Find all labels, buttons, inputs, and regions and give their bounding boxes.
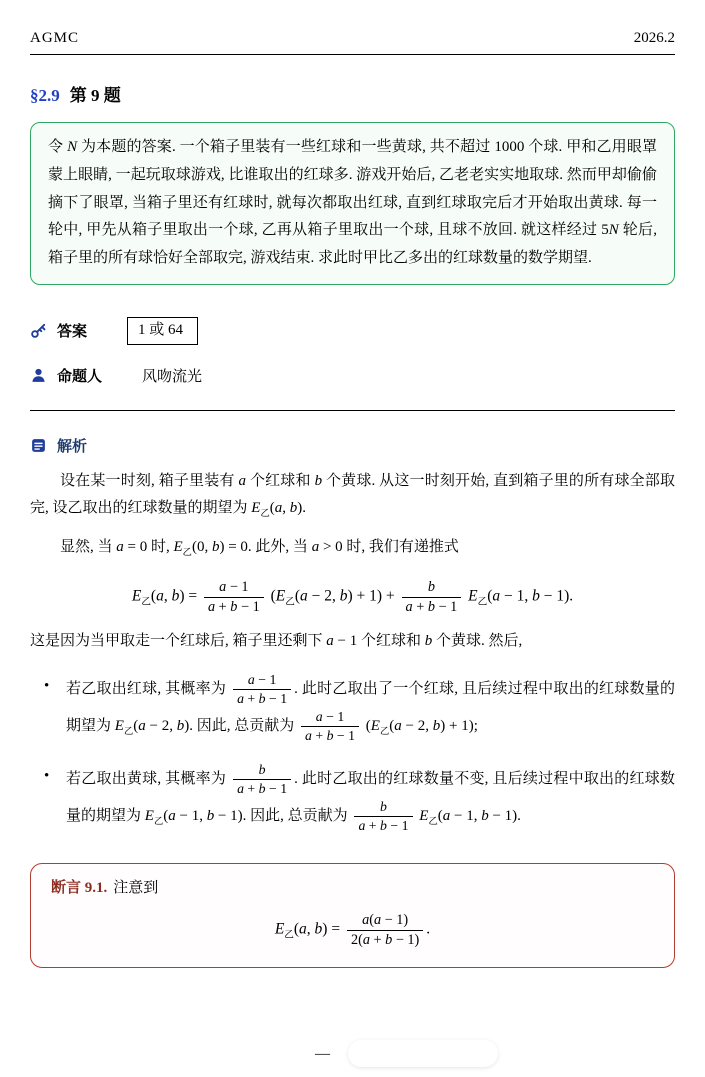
bullet-text-red: 若乙取出红球, 其概率为 $\frac{a - 1}{a + b - 1}$ . 此时乙取出了一个红球, 且后续过程中取出的红球数量的期望为 $E_乙(a - 2$, b). 因此, 总贡献为 $\frac{a - 1}{a + b - 1}$ ($E_乙(a - 2$, b) + 1); [66, 672, 675, 744]
fraction: $\frac{b}{a + b - 1}$ [233, 761, 291, 798]
solution-paragraph-2: 显然, 当 a = 0 时, $E_乙(0$, b) = 0. 此外, 当 a > 0 时, 我们有递推式 [60, 539, 459, 559]
claim-label: 断言 9.1. [51, 879, 108, 896]
page-footer [315, 1046, 330, 1063]
fraction: $\frac{a(a - 1)}{2(a + b - 1)}$ [347, 911, 423, 949]
bullet-icon: • [44, 678, 50, 695]
person-icon [30, 367, 47, 384]
solution-label: 解析 [57, 438, 88, 455]
proposer-label: 命题人 [57, 368, 103, 385]
claim-text: 注意到 [113, 879, 159, 896]
issue-date: 2026.2 [633, 30, 675, 46]
fraction: $\frac{b}{a + b - 1}$ [354, 798, 412, 835]
document-icon [30, 437, 47, 454]
answer-value: 1 或 64 [127, 317, 198, 345]
fraction: $\frac{a - 1}{a + b - 1}$ [204, 578, 264, 616]
bullet-text-yellow: 若乙取出黄球, 其概率为 $\frac{b}{a + b - 1}$ . 此时乙取出的红球数量不变, 且后续过程中取出的红球数量的期望为 $E_乙(a - 1$, b − 1). 因此, 总贡献为 $\frac{b}{a + b - 1}$ $E_乙(a - 1$, b − 1). [66, 761, 675, 833]
key-icon [30, 322, 47, 339]
proposer-name: 风吻流光 [142, 368, 203, 385]
claim-head [51, 876, 654, 902]
fraction: $\frac{a - 1}{a + b - 1}$ [301, 708, 359, 745]
answer-row [30, 317, 675, 345]
section-number: §2.9 [30, 86, 60, 105]
proposer-row [30, 365, 675, 386]
page-header [30, 30, 675, 55]
claim-box [30, 863, 675, 969]
solution-paragraph-1: 设在某一时刻, 箱子里装有 a 个红球和 b 个黄球. 从这一时刻开始, 直到箱子里的所有球全部取完, 设乙取出的红球数量的期望为 $E_乙(a$, b). [30, 472, 675, 519]
answer-label: 答案 [57, 324, 88, 341]
solution-paragraph-3: 这是因为当甲取走一个红球后, 箱子里还剩下 a − 1 个红球和 b 个黄球. 然后, [30, 633, 523, 650]
section-name: 第 9 题 [69, 86, 121, 105]
claim-formula: $E_乙(a$, b) = $\frac{a(a - 1)}{2(a + b - 1)}$ . [274, 912, 431, 948]
fraction: $\frac{a - 1}{a + b - 1}$ [233, 671, 291, 708]
footer-dash: — [315, 1046, 330, 1062]
bullet-item-yellow [44, 761, 675, 835]
section-title [30, 81, 675, 106]
problem-text: 令 N 为本题的答案. 一个箱子里装有一些红球和一些黄球, 共不超过 1000 个球. 甲和乙用眼罩蒙上眼睛, 一起玩取球游戏, 比谁取出的红球多. 游戏开始后, 乙老老实实地取球. 然而甲却偷偷摘下了眼罩, 当箱子里还有红球时, 就每次都取出红球, 直到红球取完后才开始取出黄球. 每一轮中, 甲先从箱子里取出一个球, 乙再从箱子里取出一个球, 且球不放回. 就这样经过 5N 轮后, 箱子里的所有球恰好全部取完, 游戏结束. 求此时甲比乙多出的红球数量的数学期望. [48, 139, 657, 266]
journal-name: AGMC [30, 30, 80, 46]
bullet-item-red [44, 671, 675, 745]
solution-header [30, 435, 675, 456]
section-divider [30, 410, 675, 411]
bullet-icon: • [44, 767, 50, 784]
problem-statement-box [30, 122, 675, 285]
recurrence-formula: $E_乙(a$, b) = $\frac{a - 1}{a + b - 1}$ ($E_乙(a - 2$, b) + 1) + $\frac{b}{a + b - 1}$ $E_乙(a - 1$, b − 1). [131, 579, 574, 615]
fraction: $\frac{b}{a + b - 1}$ [402, 578, 462, 616]
footer-overlay [348, 1040, 498, 1067]
